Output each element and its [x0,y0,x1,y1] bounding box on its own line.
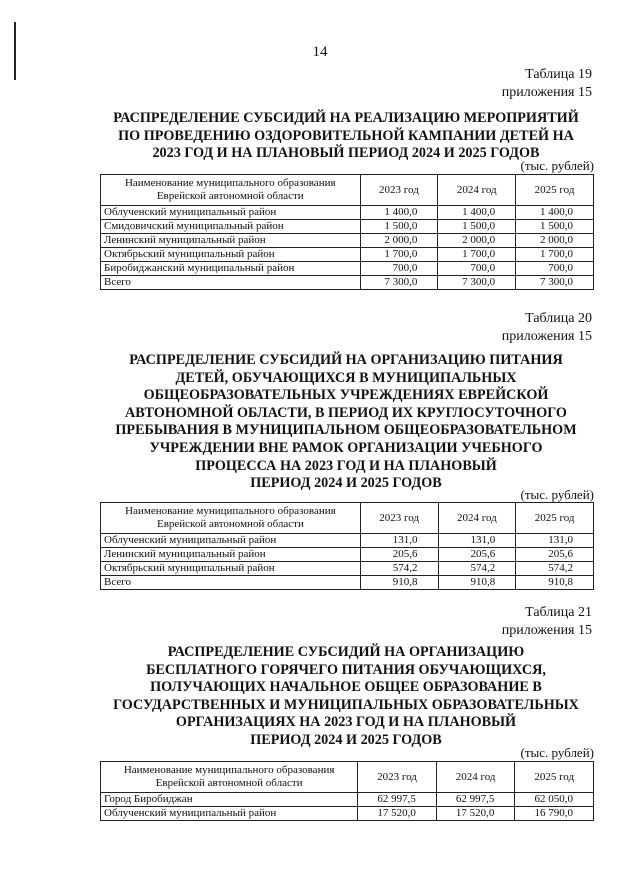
appendix-ref: приложения 15 [501,85,592,100]
table-header-row [101,175,594,206]
table-row: Облученский муниципальный район 131,0 131,0 131,0 [101,534,594,548]
title-line: АВТОНОМНОЙ ОБЛАСТИ, В ПЕРИОД ИХ КРУГЛОСУТОЧНОГО [125,404,567,421]
header-name: Наименование муниципального образования Еврейской автономной области [101,503,361,534]
title-line: ДЕТЕЙ, ОБУЧАЮЩИХСЯ В МУНИЦИПАЛЬНЫХ [175,369,517,386]
table-total-row: Всего 910,8 910,8 910,8 [101,576,594,590]
title-line: ПРЕБЫВАНИЯ В МУНИЦИПАЛЬНОМ ОБЩЕОБРАЗОВАТЕЛЬНОМ [115,422,577,439]
header-2025: 2025 год [515,762,594,793]
table-header-row [101,503,594,534]
table-21-title [96,644,596,750]
title-line: ОБЩЕОБРАЗОВАТЕЛЬНЫХ УЧРЕЖДЕНИЯХ ЕВРЕЙСКОЙ [143,387,549,404]
unit-label: (тыс. рублей) [520,745,594,760]
table-row: Биробиджанский муниципальный район 700,0 700,0 700,0 [101,262,594,276]
table-19-title [96,110,596,163]
header-2024: 2024 год [436,762,515,793]
title-line: РАСПРЕДЕЛЕНИЕ СУБСИДИЙ НА ОРГАНИЗАЦИЮ ПИТАНИЯ [129,352,563,368]
unit-label: (тыс. рублей) [520,158,594,173]
title-line: РАСПРЕДЕЛЕНИЕ СУБСИДИЙ НА РЕАЛИЗАЦИЮ МЕРОПРИЯТИЙ [113,110,579,126]
table-19 [100,174,594,290]
table-number: Таблица 20 [525,311,592,326]
appendix-ref: приложения 15 [501,623,592,638]
header-name: Наименование муниципального образования Еврейской автономной области [101,175,361,206]
header-2025: 2025 год [516,175,594,206]
table-row: Октябрьский муниципальный район 574,2 574,2 574,2 [101,562,594,576]
table-20 [100,502,594,590]
unit-label: (тыс. рублей) [520,487,594,502]
title-line: ОРГАНИЗАЦИЯХ НА 2023 ГОД И НА ПЛАНОВЫЙ [175,714,517,731]
title-line: БЕСПЛАТНОГО ГОРЯЧЕГО ПИТАНИЯ ОБУЧАЮЩИХСЯ, [146,661,546,678]
appendix-ref: приложения 15 [501,329,592,344]
header-2023: 2023 год [360,175,438,206]
title-line: ПРОЦЕССА НА 2023 ГОД И НА ПЛАНОВЫЙ [195,457,497,474]
title-line: УЧРЕЖДЕНИИ ВНЕ РАМОК ОРГАНИЗАЦИИ УЧЕБНОГО [149,439,543,456]
table-21-label [502,604,592,640]
header-name: Наименование муниципального образования Еврейской автономной области [101,762,358,793]
table-20-label [502,310,592,346]
header-2023: 2023 год [360,503,438,534]
table-20-title [96,352,596,493]
title-line: ГОСУДАРСТВЕННЫХ И МУНИЦИПАЛЬНЫХ ОБРАЗОВАТЕЛЬНЫХ [113,696,579,713]
page-number: 14 [312,44,328,60]
title-line: 2023 ГОД И НА ПЛАНОВЫЙ ПЕРИОД 2024 И 2025 ГОДОВ [152,145,540,162]
table-header-row [101,762,594,793]
table-row: Облученский муниципальный район 1 400,0 1 400,0 1 400,0 [101,206,594,220]
title-line: ПЕРИОД 2024 И 2025 ГОДОВ [250,731,442,748]
header-2025: 2025 год [516,503,594,534]
header-2023: 2023 год [358,762,437,793]
header-2024: 2024 год [438,503,516,534]
table-row: Город Биробиджан 62 997,5 62 997,5 62 050,0 [101,793,594,807]
table-21 [100,761,594,821]
table-row: Смидовичский муниципальный район 1 500,0 1 500,0 1 500,0 [101,220,594,234]
table-row: Октябрьский муниципальный район 1 700,0 1 700,0 1 700,0 [101,248,594,262]
table-19-label [502,66,592,102]
header-2024: 2024 год [438,175,516,206]
table-number: Таблица 19 [525,67,592,82]
title-line: РАСПРЕДЕЛЕНИЕ СУБСИДИЙ НА ОРГАНИЗАЦИЮ [167,644,525,660]
table-row: Облученский муниципальный район 17 520,0 17 520,0 16 790,0 [101,807,594,821]
table-number: Таблица 21 [525,605,592,620]
table-row: Ленинский муниципальный район 2 000,0 2 000,0 2 000,0 [101,234,594,248]
title-line: ПЕРИОД 2024 И 2025 ГОДОВ [250,475,442,492]
title-line: ПОЛУЧАЮЩИХ НАЧАЛЬНОЕ ОБЩЕЕ ОБРАЗОВАНИЕ В [150,679,542,696]
table-total-row: Всего 7 300,0 7 300,0 7 300,0 [101,276,594,290]
title-line: ПО ПРОВЕДЕНИЮ ОЗДОРОВИТЕЛЬНОЙ КАМПАНИИ ДЕТЕЙ НА [118,127,574,144]
table-row: Ленинский муниципальный район 205,6 205,6 205,6 [101,548,594,562]
